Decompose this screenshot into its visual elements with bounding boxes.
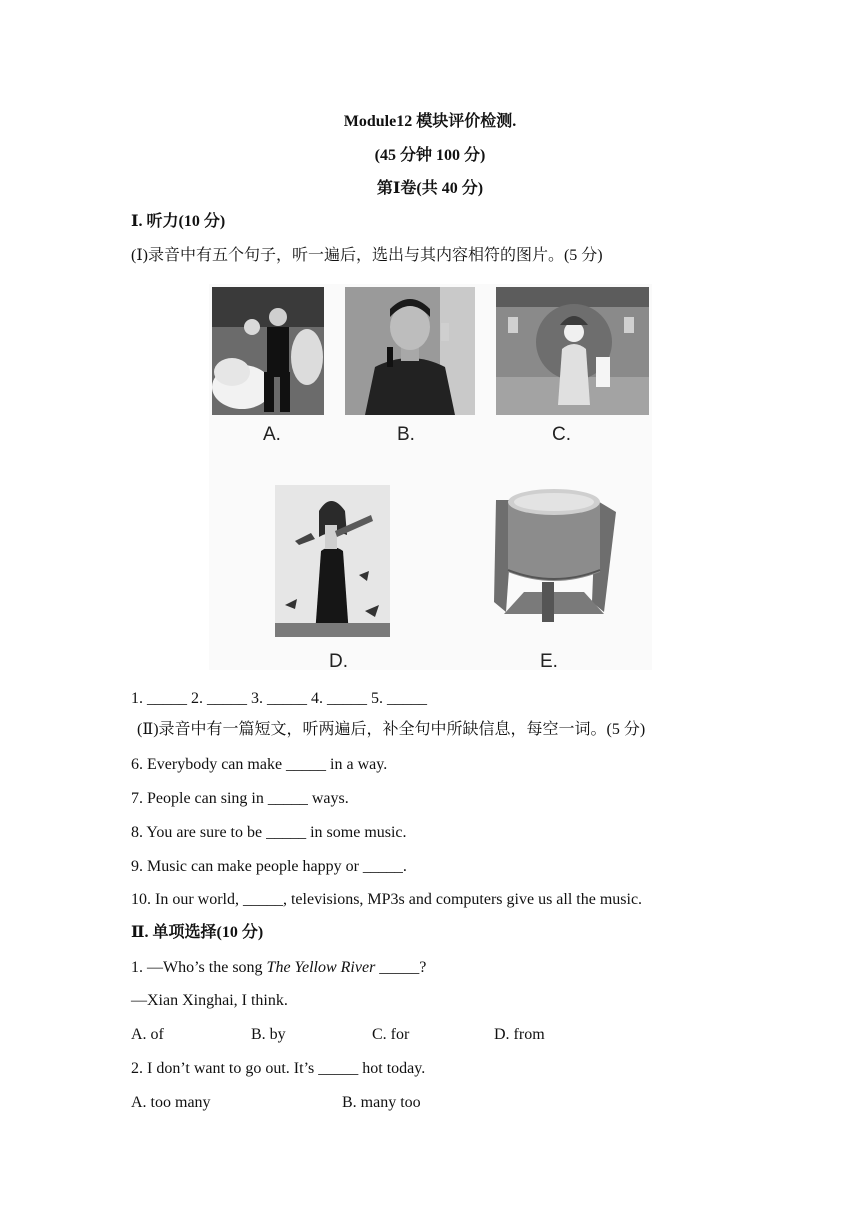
listening-item-7: 7. People can sing in _____ ways.	[131, 790, 349, 807]
part-title: 第Ⅰ卷(共 40 分)	[376, 180, 484, 197]
picture-label-a: A.	[263, 424, 281, 445]
page-title: Module12 模块评价检测.	[343, 113, 517, 130]
listening-item-8: 8. You are sure to be _____ in some music.	[131, 824, 407, 841]
section-heading-choice: Ⅱ. 单项选择(10 分)	[131, 924, 264, 941]
picture-opera	[496, 287, 649, 415]
question-1-answer: —Xian Xinghai, I think.	[131, 992, 288, 1009]
listening-instruction-1: (Ⅰ)录音中有五个句子，听一遍后，选出与其内容相符的图片。(5 分)	[131, 247, 603, 264]
question-1	[131, 958, 426, 978]
question-1-prefix: 1. —Who’s the song	[131, 959, 267, 976]
question-2: 2. I don’t want to go out. It’s _____ hot today.	[131, 1060, 426, 1077]
question-1-suffix: _____?	[375, 959, 427, 976]
answer-blanks: 1. _____ 2. _____ 3. _____ 4. _____ 5. _____	[131, 690, 427, 707]
question-1-option-b: B. by	[251, 1026, 286, 1043]
picture-panel	[209, 284, 652, 670]
listening-instruction-2: (Ⅱ)录音中有一篇短文，听两遍后，补全句中所缺信息，每空一词。(5 分)	[137, 721, 646, 738]
listening-item-9: 9. Music can make people happy or _____.	[131, 858, 407, 875]
question-2-option-a: A. too many	[131, 1094, 211, 1111]
picture-dancers	[212, 287, 324, 415]
picture-label-e: E.	[540, 651, 558, 672]
picture-drum	[484, 482, 624, 630]
picture-label-c: C.	[552, 424, 571, 445]
picture-singer	[345, 287, 475, 415]
question-1-option-a: A. of	[131, 1026, 164, 1043]
question-2-option-b: B. many too	[342, 1094, 421, 1111]
section-heading-listening: Ⅰ. 听力(10 分)	[131, 213, 226, 230]
picture-label-b: B.	[397, 424, 415, 445]
listening-item-10: 10. In our world, _____, televisions, MP3s and computers give us all the music.	[131, 891, 643, 908]
question-1-option-c: C. for	[372, 1026, 410, 1043]
time-score: (45 分钟 100 分)	[374, 147, 486, 164]
song-title: The Yellow River	[266, 959, 376, 976]
question-1-option-d: D. from	[494, 1026, 545, 1043]
picture-label-d: D.	[329, 651, 348, 672]
listening-item-6: 6. Everybody can make _____ in a way.	[131, 756, 388, 773]
picture-violinist	[275, 485, 390, 637]
